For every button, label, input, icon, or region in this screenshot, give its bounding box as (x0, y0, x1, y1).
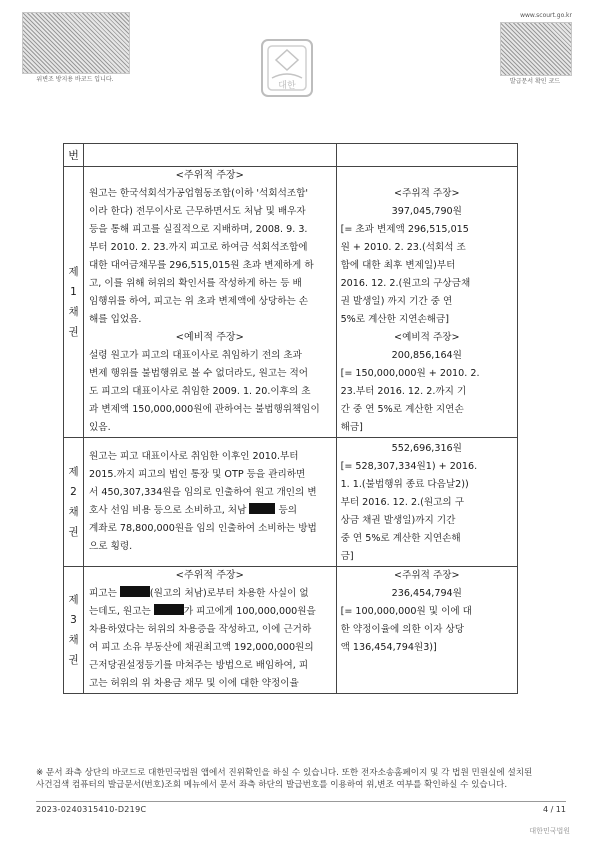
row-label-claim-2: 제 2 채 권 (64, 438, 84, 567)
claim-amount-title: <주위적 주장> (394, 570, 460, 581)
issue-number: 2023-0240315410-D219C (36, 805, 147, 814)
claim-amount-value: 236,454,794원 (391, 588, 462, 599)
verification-notice: ※ 문서 좌측 상단의 바코드로 대한민국법원 앱에서 진위확인을 하실 수 있습니다. 또한 전자소송홈페이지 및 각 법원 민원실에 설치된 사건검색 컴퓨터의 발급문서(번호)조회 메뉴에서 문서 좌측 하단의 발급번호를 이용하여 위,변조 여부를 확인하실 수 있습니다. (36, 768, 533, 790)
header-number-label: 번 (64, 144, 84, 167)
court-url: www.scourt.go.kr (520, 12, 572, 19)
secondary-claim-title: <예비적 주장> (175, 332, 244, 343)
verification-qr-code (500, 22, 572, 76)
court-name: 대한민국법원 (529, 827, 570, 835)
qr-caption: 발급문서 확인 코드 (509, 78, 561, 85)
claim-amount-value: 200,856,164원 (391, 350, 462, 361)
primary-claim-title: <주위적 주장> (175, 570, 244, 581)
claim-2-facts (84, 438, 337, 567)
redaction-block (154, 604, 184, 615)
claim-1-facts (84, 167, 337, 438)
claim-3-text: 피고는 (원고의 처남)로부터 차용한 사실이 없 는데도, 원고는 가 피고에게 100,000,000원을 차용하였다는 허위의 차용증을 작성하고, 이에 근거하 여 피고 소유 부동산에 채권최고액 192,000,000원의 근저당권설정등기를 마쳐주는 방법으로 배임하여, 피 고는 허위의 위 차용금 채무 및 이에 대한 약정이율 (89, 588, 316, 689)
court-seal-icon (258, 34, 316, 102)
primary-claim-text: 원고는 한국석회석가공업협동조합(이하 '석회석조합' 이라 한다) 전무이사로 근무하면서도 처남 및 배우자 등을 통해 피고를 실질적으로 지배하며, 2008. 9. 3. 부터 2010. 2. 23.까지 피고로 하여금 석회석조합에 대한 대여금채무를 296,515,015원 초과 변제하게 하 고, 이를 위해 허위의 확인서를 작성하게 하는 등 배 임행위를 하여, 피고는 위 초과 변제액에 상당하는 손 해를 입었음. (89, 188, 314, 325)
table-row-claim-2 (64, 438, 518, 567)
claim-amount-value: 552,696,316원 (391, 443, 462, 454)
header-empty-cell (84, 144, 337, 167)
table-row-claim-1 (64, 167, 518, 438)
secondary-claim-text: 설령 원고가 피고의 대표이사로 취임하기 전의 초과 변제 행위를 불법행위로 볼 수 없더라도, 원고는 적어 도 피고의 대표이사로 취임한 2009. 1. 20.이후의 초 과 변제액 150,000,000원에 관하여는 불법행위책임이 있음. (89, 350, 320, 433)
barcode-caption: 위변조 방지용 바코드 입니다. (36, 76, 114, 83)
page-number: 4 / 11 (542, 805, 566, 814)
claim-amount-title: <예비적 주장> (394, 332, 460, 343)
header-empty-cell (336, 144, 517, 167)
table-row-claim-3 (64, 567, 518, 694)
claim-1-amount: <주위적 주장> 397,045,790원 [= 초과 변제액 296,515,015 원 + 2010. 2. 23.(석회석 조 합에 대한 최후 변제일)부터 2016. 12. 2.(원고의 구상금채 권 발생일) 까지 기간 중 연 5%로 계산한 지연손해금] <예비적 주장> 200,856,164원 [= 150,000,000원 + 2010. 2. 23.부터 2016. 12. 2.까지 기 간 중 연 5%로 계산한 지연손 해금] (336, 167, 517, 438)
row-label-claim-3: 제 3 채 권 (64, 567, 84, 694)
table-header-row (64, 144, 518, 167)
claim-2-text: 원고는 피고 대표이사로 취임한 이후인 2010.부터 2015.까지 피고의 법인 통장 및 OTP 등을 관리하면 서 450,307,334원을 임의로 인출하여 원고 개인의 변 호사 선임 비용 등으로 소비하고, 처남 등의 계좌로 78,800,000원을 임의 인출하여 소비하는 방법 으로 횡령. (89, 451, 317, 552)
security-barcode (22, 12, 130, 74)
claim-amount-title: <주위적 주장> (394, 188, 460, 199)
footer-divider (36, 801, 566, 802)
row-label-claim-1: 제 1 채 권 (64, 167, 84, 438)
claim-3-amount: <주위적 주장> 236,454,794원 [= 100,000,000원 및 이에 대 한 약정이율에 의한 이자 상당 액 136,454,794원3)] (336, 567, 517, 694)
seal-text: 대한 (278, 81, 296, 91)
redaction-block (120, 586, 150, 597)
redaction-block (249, 503, 275, 514)
claim-amount-value: 397,045,790원 (391, 206, 462, 217)
claims-table (63, 143, 518, 694)
primary-claim-title: <주위적 주장> (175, 170, 244, 181)
claim-2-amount: 552,696,316원 [= 528,307,334원1) + 2016. 1. 1.(불법행위 종료 다음날2)) 부터 2016. 12. 2.(원고의 구 상금 채권 발생일)까지 기간 중 연 5%로 계산한 지연손해 금] (336, 438, 517, 567)
claim-3-facts (84, 567, 337, 694)
